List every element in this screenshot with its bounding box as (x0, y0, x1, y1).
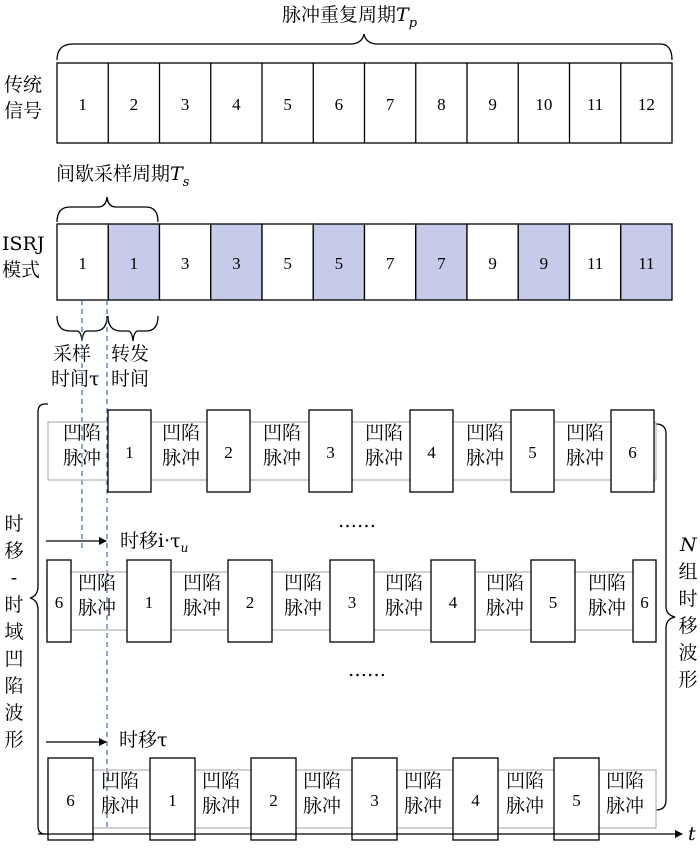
pulse-number: 6 (628, 443, 637, 462)
traditional-block-label: 12 (637, 95, 655, 114)
notch-pulse-label-line2: 脉冲 (587, 597, 627, 619)
notch-pulse-label-line1: 凹陷 (201, 770, 241, 792)
notch-pulse-label-line2: 脉冲 (201, 795, 241, 817)
notch-waveform-row-1 (48, 410, 656, 492)
left-vertical-char: 时 (4, 513, 24, 535)
pulse-number: 6 (640, 593, 649, 612)
isrj-label-line2: 模式 (2, 259, 41, 281)
notch-pulse-label-line1: 凹陷 (182, 572, 222, 594)
notch-pulse-label-line2: 脉冲 (485, 597, 525, 619)
notch-pulse-label-line1: 凹陷 (62, 422, 102, 444)
traditional-block-label: 7 (385, 95, 395, 114)
right-n-symbol: N (680, 534, 697, 556)
pulse-number: 5 (528, 443, 537, 462)
notch-pulse-label-line1: 凹陷 (262, 422, 302, 444)
pulse-number: 3 (326, 443, 335, 462)
sampling-time-label-line1: 采样 (53, 343, 92, 365)
forwarding-time-label-line2: 时间 (111, 368, 150, 390)
notch-pulse-label-line2: 脉冲 (302, 795, 342, 817)
is-period-brace (57, 197, 158, 222)
pulse-number: 4 (427, 443, 436, 462)
left-vertical-char: 陷 (4, 675, 24, 697)
isrj-block-label: 7 (385, 254, 395, 273)
traditional-signal-label-line2: 信号 (4, 100, 43, 122)
notch-pulse-label-line1: 凹陷 (605, 770, 645, 792)
left-brace (30, 404, 48, 834)
notch-pulse-label-line1: 凹陷 (302, 770, 342, 792)
left-vertical-char: 时 (4, 594, 24, 616)
notch-pulse-label-line1: 凹陷 (283, 572, 323, 594)
left-vertical-char: - (10, 567, 18, 589)
pulse-number: 1 (144, 593, 154, 612)
notch-pulse-label-line2: 脉冲 (605, 795, 645, 817)
notch-pulse-label-line2: 脉冲 (283, 597, 323, 619)
isrj-block-label: 9 (539, 254, 549, 273)
notch-pulse-label-line1: 凹陷 (485, 572, 525, 594)
notch-pulse-label-line1: 凹陷 (100, 770, 140, 792)
pulse-number: 6 (54, 593, 64, 612)
isrj-block-label: 5 (334, 254, 344, 273)
dots-lower: …… (348, 659, 386, 681)
sampling-time-label-line2: 时间τ (51, 368, 100, 390)
isrj-block-label: 3 (232, 254, 241, 273)
traditional-signal-row (57, 63, 672, 143)
notch-pulse-label-line2: 脉冲 (403, 795, 443, 817)
left-vertical-char: 域 (4, 621, 24, 643)
right-vertical-label (678, 561, 697, 691)
left-vertical-char: 形 (4, 729, 24, 751)
pulse-number: 5 (572, 791, 581, 810)
pulse-number: 4 (448, 593, 458, 612)
right-vertical-char: 组 (678, 561, 698, 583)
traditional-block-label: 1 (78, 95, 87, 114)
pulse-number: 1 (125, 443, 134, 462)
right-brace (656, 424, 675, 810)
traditional-signal-label-line1: 传统 (4, 74, 43, 96)
pulse-number: 2 (224, 443, 233, 462)
is-period-label: 间歇采样周期$T_s$ (56, 163, 190, 190)
pulse-number: 3 (347, 593, 357, 612)
pulse-number: 3 (370, 791, 379, 810)
traditional-block-label: 11 (586, 95, 604, 114)
notch-pulse-label-line2: 脉冲 (384, 597, 424, 619)
isrj-block-label: 3 (180, 254, 190, 273)
isrj-block-label: 11 (586, 254, 604, 273)
dots-upper: …… (338, 510, 376, 532)
top-title: 脉冲重复周期$T_p$ (282, 4, 418, 31)
isrj-block-label: 1 (78, 254, 87, 273)
time-axis-label: t (688, 823, 696, 843)
top-brace (57, 34, 672, 60)
pulse-number: 2 (269, 791, 278, 810)
notch-pulse-label-line2: 脉冲 (565, 447, 605, 469)
forwarding-brace (108, 316, 158, 341)
right-vertical-char: 波 (678, 642, 698, 664)
isrj-block-label: 7 (437, 254, 446, 273)
isrj-block-label: 9 (488, 254, 497, 273)
notch-pulse-label-line1: 凹陷 (403, 770, 443, 792)
right-vertical-char: 时 (678, 588, 698, 610)
traditional-block-label: 5 (283, 95, 292, 114)
notch-pulse-label-line1: 凹陷 (587, 572, 627, 594)
notch-waveform-row-3 (48, 758, 656, 840)
isrj-block-label: 11 (638, 254, 655, 273)
notch-pulse-label-line2: 脉冲 (100, 795, 140, 817)
traditional-block-label: 2 (129, 95, 139, 114)
traditional-block-label: 4 (232, 95, 241, 114)
isrj-block-label: 5 (283, 254, 292, 273)
isrj-label-line1: ISRJ (2, 233, 45, 255)
isrj-row (57, 224, 672, 300)
forwarding-time-label-line1: 转发 (111, 343, 150, 365)
notch-pulse-label-line1: 凹陷 (77, 572, 117, 594)
traditional-block-label: 8 (437, 95, 446, 114)
notch-pulse-label-line1: 凹陷 (364, 422, 404, 444)
left-vertical-char: 移 (4, 540, 24, 562)
notch-pulse-label-line2: 脉冲 (62, 447, 102, 469)
notch-pulse-label-line2: 脉冲 (182, 597, 222, 619)
shift-tau-label: 时移τ (119, 729, 168, 751)
shift-i-label: 时移$i\cdot\tau_u$ (120, 530, 189, 555)
pulse-number: 2 (245, 593, 255, 612)
traditional-block-label: 10 (535, 95, 553, 114)
notch-pulse-label-line1: 凹陷 (465, 422, 505, 444)
pulse-number: 4 (471, 791, 480, 810)
traditional-block-label: 3 (180, 95, 190, 114)
notch-pulse-label-line2: 脉冲 (465, 447, 505, 469)
notch-pulse-label-line2: 脉冲 (161, 447, 201, 469)
notch-pulse-label-line1: 凹陷 (384, 572, 424, 594)
pulse-number: 1 (168, 791, 177, 810)
traditional-block-label: 9 (488, 95, 497, 114)
left-vertical-label (4, 513, 23, 751)
notch-pulse-label-line1: 凹陷 (161, 422, 201, 444)
left-vertical-char: 凹 (4, 648, 24, 670)
left-vertical-char: 波 (4, 702, 24, 724)
notch-pulse-label-line1: 凹陷 (565, 422, 605, 444)
right-vertical-char: 移 (678, 615, 698, 637)
notch-pulse-label-line1: 凹陷 (505, 770, 545, 792)
notch-pulse-label-line2: 脉冲 (505, 795, 545, 817)
right-vertical-char: 形 (678, 669, 698, 691)
isrj-block-label: 1 (129, 254, 139, 273)
notch-waveform-row-2 (47, 560, 656, 642)
notch-pulse-label-line2: 脉冲 (262, 447, 302, 469)
pulse-number: 5 (548, 593, 558, 612)
pulse-number: 6 (66, 791, 75, 810)
traditional-block-label: 6 (334, 95, 344, 114)
notch-pulse-label-line2: 脉冲 (77, 597, 117, 619)
notch-pulse-label-line2: 脉冲 (364, 447, 404, 469)
